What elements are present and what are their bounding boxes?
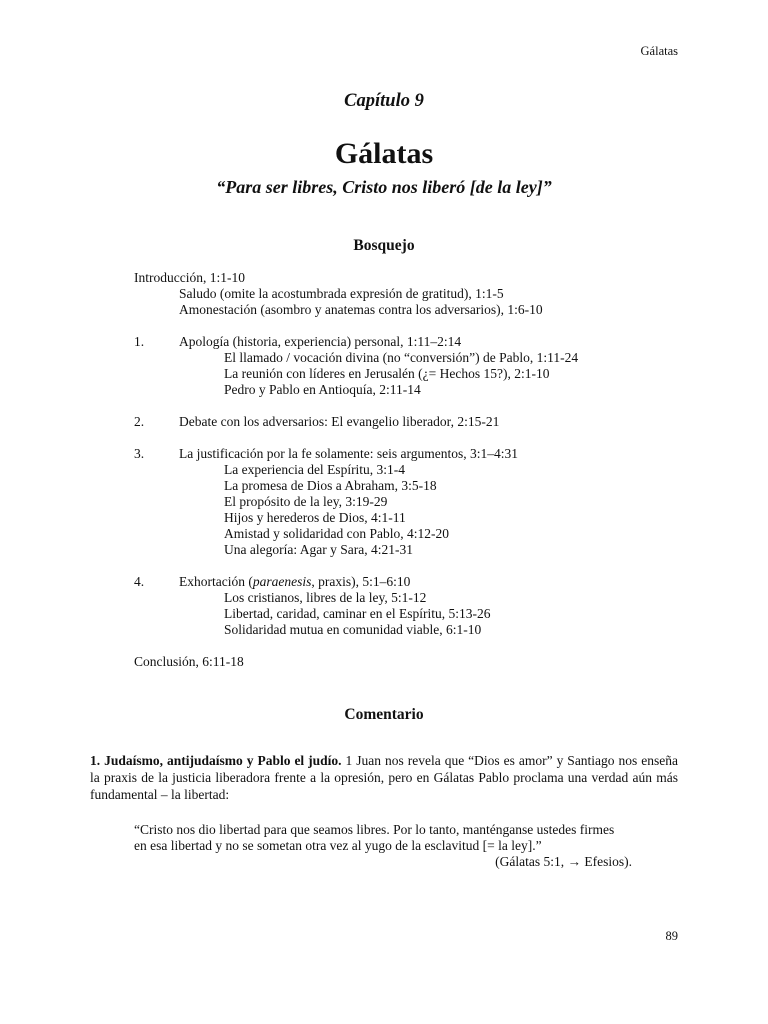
outline-item: Los cristianos, libres de la ley, 5:1-12 — [224, 590, 427, 605]
outline-section — [134, 574, 694, 590]
page-subtitle: “Para ser libres, Cristo nos liberó [de la ley]” — [216, 177, 552, 197]
block-quote — [134, 822, 634, 870]
outline-section — [134, 334, 694, 350]
quote-reference: (Gálatas 5:1, → Efesios). — [495, 854, 632, 869]
outline-item: El llamado / vocación divina (no “conversión”) de Pablo, 1:11-24 — [224, 350, 579, 365]
outline-item: Libertad, caridad, caminar en el Espíritu, 5:13-26 — [224, 606, 491, 621]
outline-heading: Bosquejo — [353, 237, 415, 254]
outline-section-label: Debate con los adversarios: El evangelio liberador, 2:15-21 — [179, 414, 500, 429]
outline-item: Saludo (omite la acostumbrada expresión de gratitud), 1:1-5 — [179, 286, 504, 301]
outline-section-label-post: , praxis), 5:1–6:10 — [311, 574, 411, 589]
outline-item: La experiencia del Espíritu, 3:1-4 — [224, 462, 406, 477]
page-number: 89 — [665, 929, 678, 943]
outline-section — [134, 414, 694, 430]
outline-section-number: 3. — [134, 446, 145, 461]
outline-item: Una alegoría: Agar y Sara, 4:21-31 — [224, 542, 413, 557]
outline-section-number: 2. — [134, 414, 145, 429]
outline-item: La reunión con líderes en Jerusalén (¿= Hechos 15?), 2:1-10 — [224, 366, 550, 381]
running-header: Gálatas — [640, 44, 678, 58]
outline-section-number: 1. — [134, 334, 145, 349]
outline-intro: Introducción, 1:1-10 — [134, 270, 245, 285]
outline-item: Hijos y herederos de Dios, 4:1-11 — [224, 510, 406, 525]
outline-section — [134, 446, 694, 462]
outline-item: Solidaridad mutua en comunidad viable, 6:1-10 — [224, 622, 482, 637]
quote-line: “Cristo nos dio libertad para que seamos libres. Por lo tanto, manténganse ustedes firmes — [134, 822, 615, 837]
page-title: Gálatas — [334, 137, 434, 170]
chapter-label: Capítulo 9 — [344, 91, 424, 111]
comment-paragraph — [90, 752, 678, 803]
outline-section-number: 4. — [134, 574, 145, 589]
outline-conclusion: Conclusión, 6:11-18 — [134, 654, 244, 669]
outline-section-label: La justificación por la fe solamente: seis argumentos, 3:1–4:31 — [179, 446, 519, 461]
outline-item: Amonestación (asombro y anatemas contra los adversarios), 1:6-10 — [179, 302, 543, 317]
outline-section-label: Apología (historia, experiencia) personal, 1:11–2:14 — [179, 334, 462, 349]
quote-line: en esa libertad y no se sometan otra vez al yugo de la esclavitud [= la ley].” — [134, 838, 542, 853]
outline-item: El propósito de la ley, 3:19-29 — [224, 494, 388, 509]
comment-body: 1 Juan nos revela que “Dios es amor” y Santiago nos enseña la praxis de la justicia liberadora frente a la opresión, pero en Gálatas Pablo proclama una verdad aún más fundamental – la libertad: — [90, 753, 678, 802]
outline-item: Amistad y solidaridad con Pablo, 4:12-20 — [224, 526, 449, 541]
outline-item: Pedro y Pablo en Antioquía, 2:11-14 — [224, 382, 421, 397]
comment-heading: Comentario — [344, 706, 424, 723]
outline — [134, 270, 694, 670]
comment-lead: 1. Judaísmo, antijudaísmo y Pablo el judío. — [90, 753, 342, 768]
outline-section-label-italic: paraenesis — [252, 574, 312, 589]
outline-section-label-pre: Exhortación ( — [179, 574, 253, 589]
outline-item: La promesa de Dios a Abraham, 3:5-18 — [224, 478, 437, 493]
